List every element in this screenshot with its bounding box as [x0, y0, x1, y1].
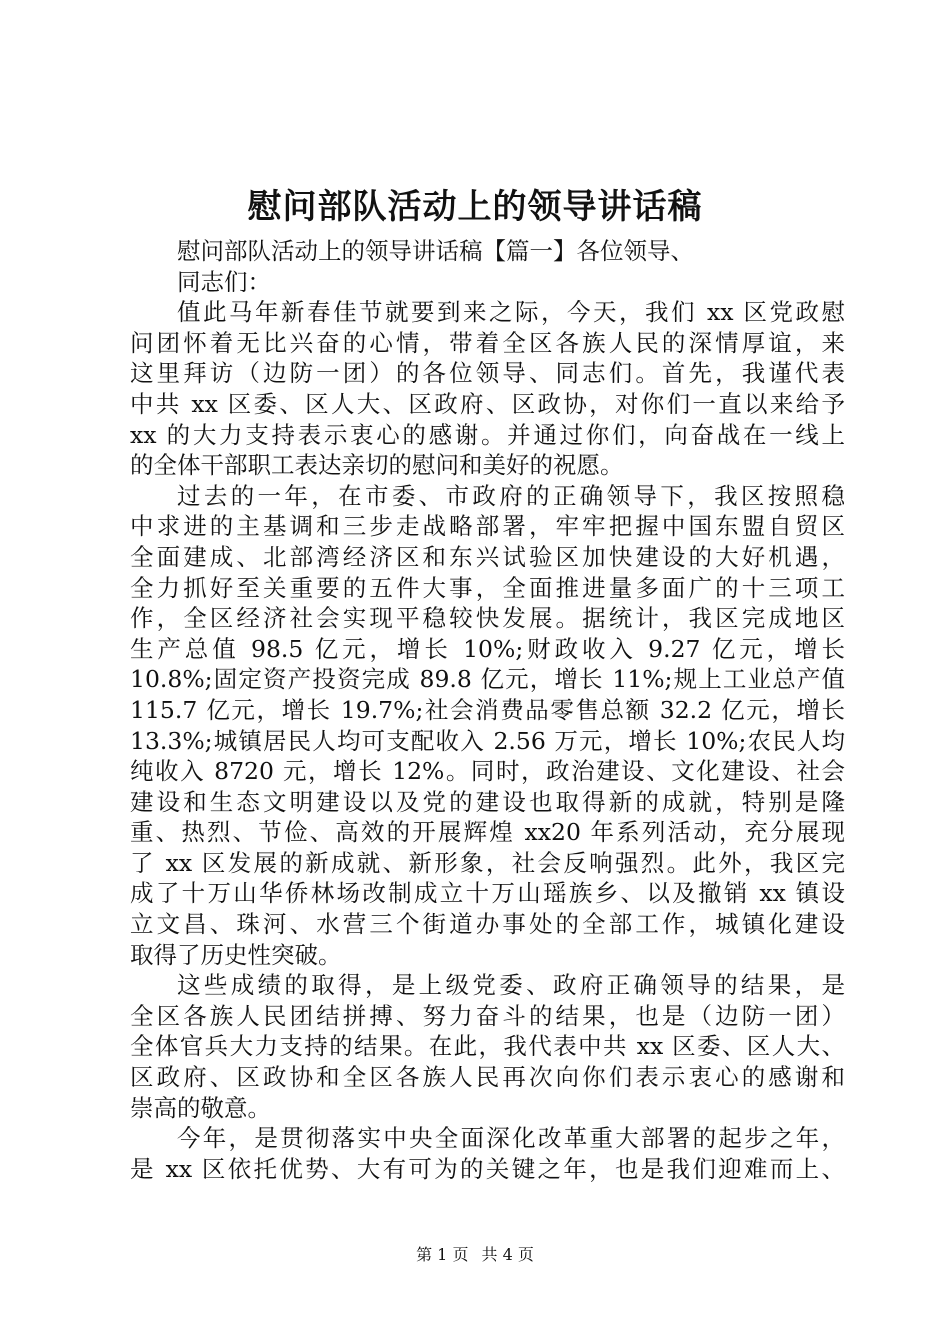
text-line: xx 的大力支持表示衷心的感谢。并通过你们，向奋战在一线上 [130, 420, 845, 449]
document-body [130, 236, 845, 1184]
text-line: 了 xx 区发展的新成就、新形象，社会反响强烈。此外，我区完 [130, 848, 845, 877]
text-line: 全体官兵大力支持的结果。在此，我代表中共 xx 区委、区人大、 [130, 1032, 845, 1061]
text-line: 纯收入 8720 元，增长 12%。同时，政治建设、文化建设、社会 [130, 757, 845, 786]
text-line: 问团怀着无比兴奋的心情，带着全区各族人民的深情厚谊，来 [130, 328, 845, 357]
page-number: 第 1 页 [416, 1245, 469, 1264]
text-line: 13.3%;城镇居民人均可支配收入 2.56 万元，增长 10%;农民人均 [130, 726, 845, 755]
page-footer [0, 1244, 950, 1266]
document-title: 慰问部队活动上的领导讲话稿 [247, 187, 703, 227]
text-line: 作，全区经济社会实现平稳较快发展。据统计，我区完成地区 [130, 604, 845, 633]
text-line: 这里拜访（边防一团）的各位领导、同志们。首先，我谨代表 [130, 359, 845, 388]
text-line: 取得了历史性突破。 [130, 940, 342, 969]
page-total: 共 4 页 [481, 1245, 534, 1264]
text-line: 这些成绩的取得，是上级党委、政府正确领导的结果，是 [177, 971, 845, 1000]
text-line: 115.7 亿元，增长 19.7%;社会消费品零售总额 32.2 亿元，增长 [130, 695, 845, 724]
text-line: 慰问部队活动上的领导讲话稿【篇一】各位领导、 [177, 237, 694, 265]
text-line: 全区各族人民团结拼搏、努力奋斗的结果，也是（边防一团） [130, 1001, 845, 1030]
text-line: 生产总值 98.5 亿元，增长 10%;财政收入 9.27 亿元，增长 [130, 634, 845, 663]
text-line: 10.8%;固定资产投资完成 89.8 亿元，增长 11%;规上工业总产值 [130, 665, 845, 694]
text-line: 重、热烈、节俭、高效的开展辉煌 xx20 年系列活动，充分展现 [130, 818, 845, 847]
text-line: 区政府、区政协和全区各族人民再次向你们表示衷心的感谢和 [130, 1063, 845, 1092]
text-line: 建设和生态文明建设以及党的建设也取得新的成就，特别是隆 [130, 787, 845, 816]
text-line: 今年，是贯彻落实中央全面深化改革重大部署的起步之年， [177, 1124, 845, 1153]
text-line: 值此马年新春佳节就要到来之际，今天，我们 xx 区党政慰 [177, 298, 845, 327]
text-line: 中共 xx 区委、区人大、区政府、区政协，对你们一直以来给予 [130, 389, 845, 418]
text-line: 同志们： [177, 267, 271, 296]
text-line: 成了十万山华侨林场改制成立十万山瑶族乡、以及撤销 xx 镇设 [130, 879, 845, 908]
text-line: 中求进的主基调和三步走战略部署，牢牢把握中国东盟自贸区 [130, 512, 845, 541]
text-line: 全力抓好至关重要的五件大事，全面推进量多面广的十三项工 [130, 573, 845, 602]
text-line: 过去的一年，在市委、市政府的正确领导下，我区按照稳 [177, 481, 845, 510]
text-line: 立文昌、珠河、水营三个街道办事处的全部工作，城镇化建设 [130, 910, 845, 939]
text-line: 是 xx 区依托优势、大有可为的关键之年，也是我们迎难而上、 [130, 1154, 845, 1183]
text-line: 全面建成、北部湾经济区和东兴试验区加快建设的大好机遇， [130, 542, 845, 571]
text-line: 的全体干部职工表达亲切的慰问和美好的祝愿。 [130, 451, 624, 480]
text-line: 崇高的敬意。 [130, 1093, 271, 1122]
